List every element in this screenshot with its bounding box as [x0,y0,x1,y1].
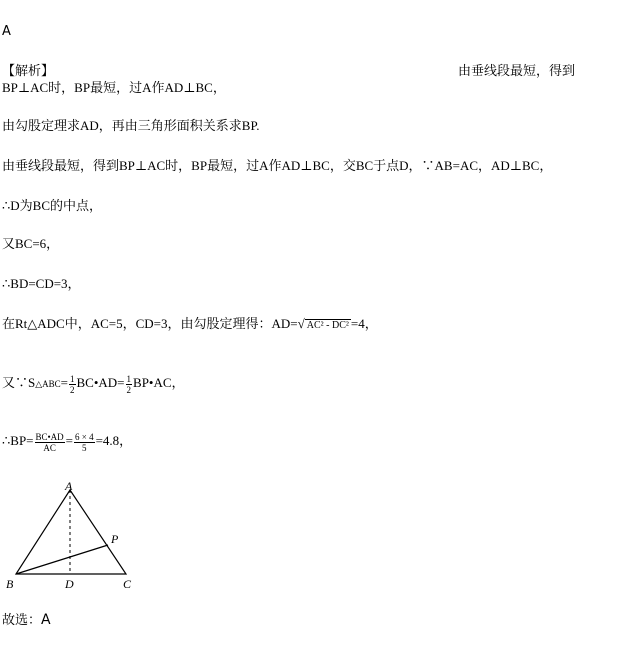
half-num-1: 1 [70,373,75,384]
triangle-figure [4,478,144,596]
label-c: C [123,577,132,591]
area-equals: = [60,375,69,390]
half-den-2: 2 [126,384,132,395]
area-prefix: 又∵S [2,375,36,390]
segment-bp [16,545,108,574]
bp-equation: ∴BP= $\frac{BC•AD}{AC}$ = $\frac{6 \times 4}{5}$ =4.8， [2,431,133,453]
solution-line-1: 由垂线段最短，得到BP⊥AC时，BP最短，过A作AD⊥BC，交BC于点D，∵AB=AC，AD⊥BC， [2,158,553,173]
solution-line-4: ∴BD=CD=3， [2,276,81,291]
answer-line [2,612,51,629]
bp-frac1-num: BC•AD [35,431,64,442]
label-b: B [6,577,14,591]
area-mid-2: BP•AC， [133,375,185,390]
half-den-1: 2 [70,384,75,395]
solution-line-5 [2,316,378,334]
label-d: D [65,577,74,591]
answer-value: A [41,612,51,628]
area-mid-1: BC•AD= [76,375,125,390]
pythagoras-suffix: =4， [350,316,378,331]
bp-fraction-1 [35,432,65,453]
analysis-line-3: 由勾股定理求AD，再由三角形面积关系求BP. [2,118,260,133]
bp-frac2-num: 6 × 4 [75,431,94,442]
answer-top: A [2,24,11,39]
bp-prefix: ∴BP= [2,433,34,448]
analysis-heading: 【解析】 [2,64,55,79]
label-a: A [65,479,73,493]
sqrt-radicand: AC² - DC² [306,320,349,331]
label-p: P [111,532,119,546]
pythagoras-prefix: 在Rt△ADC中，AC=5，CD=3，由勾股定理得：AD= [2,316,298,331]
sqrt-expression: √ AC² - DC² [297,316,349,331]
solution-line-2: ∴D为BC的中点， [2,198,103,213]
solution-line-3: 又BC=6， [2,236,60,251]
area-subscript: △ABC [35,379,61,389]
area-equation [2,372,185,395]
half-num-2: 1 [126,373,132,384]
triangle-abc [16,490,126,574]
bp-frac2-den: 5 [82,442,87,453]
bp-fraction-2 [74,432,95,453]
analysis-line-2: BP⊥AC时，BP最短，过A作AD⊥BC， [2,80,226,95]
analysis-text-right: 由垂线段最短，得到 [458,64,576,79]
half-fraction-2 [126,374,133,395]
bp-result: =4.8， [95,433,133,448]
half-fraction-1 [69,374,76,395]
answer-label: 故选： [2,613,42,628]
bp-frac1-den: AC [43,442,56,453]
